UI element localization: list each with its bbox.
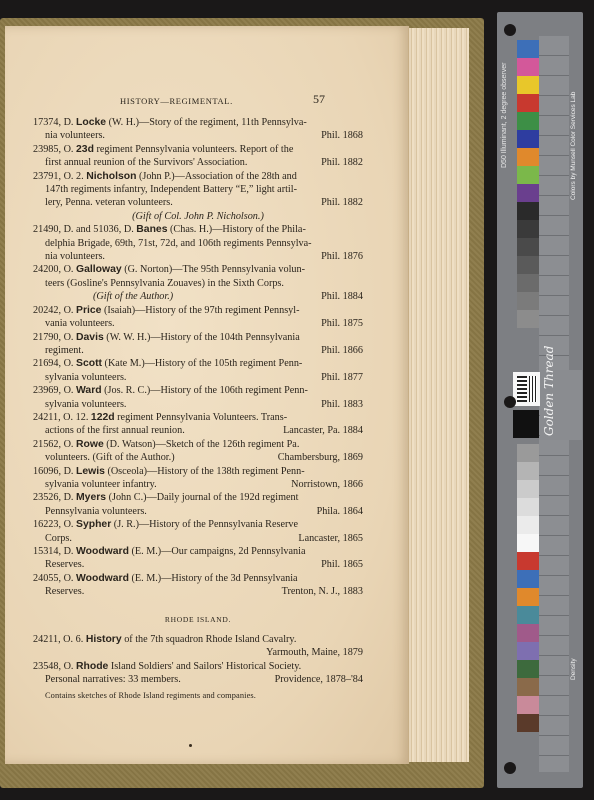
- entry-line: [33, 290, 363, 303]
- entry-line: [33, 344, 363, 357]
- call-number: 21790, O.: [33, 331, 77, 343]
- entry-line: [33, 237, 363, 250]
- catalog-entry: [33, 411, 363, 438]
- color-swatch: [517, 202, 539, 220]
- publication-place-year: Phila. 1864: [316, 505, 363, 517]
- entry-line: [33, 451, 363, 464]
- catalog-entry: [33, 357, 363, 384]
- entry-line: [33, 196, 363, 209]
- publication-place-year: Providence, 1878–'84: [274, 674, 363, 686]
- catalog-entry: [33, 491, 363, 518]
- card-title: Colors by Munsell Color Services Lab: [570, 91, 577, 200]
- color-swatch: [517, 606, 539, 624]
- entry-continuation: regiment.: [45, 344, 84, 356]
- entry-line: [33, 398, 363, 411]
- author-name: Rowe: [76, 438, 104, 450]
- call-number: 23791, O. 2.: [33, 170, 87, 182]
- entry-continuation: Reserves.: [45, 559, 85, 571]
- card-hole-bottom: [504, 762, 516, 774]
- entry-line: [33, 572, 363, 585]
- entry-line: [33, 156, 363, 169]
- entry-line: [33, 371, 363, 384]
- publication-place-year: Phil. 1876: [321, 251, 363, 263]
- color-swatch: [517, 310, 539, 328]
- entry-continuation: lery, Penna. veteran volunteers.: [45, 197, 173, 209]
- entry-title: (Jos. R. C.)—History of the 106th regiment Penn-: [101, 385, 308, 397]
- entry-title: (J. R.)—History of the Pennsylvania Reserve: [111, 519, 298, 531]
- call-number: 23548, O.: [33, 660, 77, 672]
- call-number: 24200, O.: [33, 264, 77, 276]
- color-swatch: [517, 238, 539, 256]
- catalog-entry: [33, 263, 363, 303]
- entry-line: [33, 424, 363, 437]
- entry-continuation: volunteers. (Gift of the Author.): [45, 452, 175, 464]
- entry-continuation: Personal narratives: 33 members.: [45, 674, 181, 686]
- catalog-entry: [33, 223, 363, 263]
- color-swatch: [517, 516, 539, 534]
- publication-place-year: Phil. 1875: [321, 318, 363, 330]
- entry-title: (W. W. H.)—History of the 104th Pennsylvania: [103, 331, 300, 343]
- entry-line: [33, 317, 363, 330]
- entry-line: [33, 633, 363, 646]
- entry-title: regiment Pennsylvania volunteers. Report of the: [93, 143, 294, 155]
- swatch-column-top: [517, 40, 539, 328]
- entry-continuation: sylvania volunteers.: [45, 371, 127, 383]
- publication-place-year: Phil. 1865: [321, 559, 363, 571]
- call-number: 21562, O.: [33, 438, 77, 450]
- entry-title: Island Soldiers' and Sailors' Historical Society.: [108, 660, 302, 672]
- author-name: Lewis: [76, 465, 105, 477]
- catalog-entry: [33, 660, 363, 687]
- author-name: History: [85, 634, 122, 646]
- author-name: Galloway: [76, 264, 122, 276]
- gift-note: (Gift of the Author.): [93, 291, 174, 303]
- entry-title: (W. H.)—Story of the regiment, 11th Pennsylva-: [106, 117, 307, 128]
- entry-continuation: vania volunteers.: [45, 318, 115, 330]
- publication-place-year: Yarmouth, Maine, 1879: [266, 647, 363, 659]
- author-name: Ward: [76, 385, 102, 397]
- color-swatch: [517, 292, 539, 310]
- entry-title: (E. M.)—History of the 3d Pennsylvania: [128, 572, 298, 584]
- section-entry-list: [33, 633, 363, 687]
- entry-line: [33, 304, 363, 317]
- color-swatch: [517, 184, 539, 202]
- entry-line: [33, 277, 363, 290]
- publication-place-year: Phil. 1882: [321, 157, 363, 169]
- card-hole-middle: [504, 396, 516, 408]
- call-number: 23526, D.: [33, 492, 77, 504]
- page-dot: [189, 744, 192, 747]
- entry-line: [33, 411, 363, 424]
- entry-line: [33, 129, 363, 142]
- color-swatch: [517, 166, 539, 184]
- author-name: Scott: [76, 358, 102, 370]
- call-number: 16223, O.: [33, 519, 77, 531]
- color-swatch: [517, 534, 539, 552]
- entry-line: [33, 170, 363, 183]
- color-swatch: [517, 274, 539, 292]
- gift-note: (Gift of Col. John P. Nicholson.): [132, 210, 264, 222]
- author-name: 122d: [90, 411, 115, 423]
- entry-line: [33, 223, 363, 236]
- entry-continuation: delphia Brigade, 69th, 71st, 72d, and 106th regiments Pennsylva-: [45, 237, 312, 249]
- call-number: 24211, O. 12.: [33, 411, 91, 423]
- entry-title: (John C.)—Daily journal of the 192d regiment: [106, 492, 299, 504]
- catalog-entry: [33, 572, 363, 599]
- author-name: Locke: [76, 117, 107, 128]
- color-swatch: [517, 40, 539, 58]
- color-swatch: [517, 552, 539, 570]
- publication-place-year: Phil. 1868: [321, 130, 363, 142]
- entry-line: [33, 384, 363, 397]
- section-note: Contains sketches of Rhode Island regiments and companies.: [45, 690, 256, 700]
- entry-line: [33, 263, 363, 276]
- entry-line: [33, 558, 363, 571]
- color-swatch: [517, 714, 539, 732]
- entry-line: [33, 646, 363, 659]
- call-number: 23985, O.: [33, 143, 77, 155]
- call-number: 21490, D. and 51036, D.: [33, 224, 137, 236]
- entry-line: [33, 143, 363, 156]
- entry-line: [33, 585, 363, 598]
- page-edges: [408, 28, 469, 762]
- entry-line: [33, 250, 363, 263]
- entry-line: [33, 331, 363, 344]
- color-swatch: [517, 58, 539, 76]
- entry-continuation: 147th regiments infantry, Independent Battery “E,” light artil-: [45, 184, 297, 196]
- color-swatch: [517, 642, 539, 660]
- density-label: Density: [570, 658, 577, 680]
- color-swatch: [517, 444, 539, 462]
- color-swatch: [517, 660, 539, 678]
- entry-line: [33, 183, 363, 196]
- author-name: Nicholson: [86, 170, 137, 182]
- section-heading: RHODE ISLAND.: [164, 614, 232, 624]
- publication-place-year: Phil. 1884: [321, 291, 363, 303]
- entry-title: (Kate M.)—History of the 105th regiment Penn-: [102, 358, 303, 370]
- catalog-entry: [33, 438, 363, 465]
- entry-line: [33, 438, 363, 451]
- catalog-entry: [33, 331, 363, 358]
- author-name: Banes: [136, 224, 168, 236]
- entry-continuation: first annual reunion of the Survivors' Association.: [45, 157, 248, 169]
- color-swatch: [517, 94, 539, 112]
- publication-place-year: Norristown, 1866: [291, 478, 363, 490]
- entry-continuation: actions of the first annual reunion.: [45, 425, 185, 437]
- entry-continuation: sylvania volunteers.: [45, 398, 127, 410]
- entry-continuation: teers (Gosline's Pennsylvania Zouaves) in the Sixth Corps.: [45, 277, 284, 289]
- card-footer-label: D50 Illuminant, 2 degree observer: [501, 62, 508, 168]
- catalog-entry: [33, 518, 363, 545]
- call-number: 20242, O.: [33, 304, 77, 316]
- publication-place-year: Chambersburg, 1869: [277, 452, 363, 464]
- color-swatch: [517, 148, 539, 166]
- publication-place-year: Phil. 1866: [321, 344, 363, 356]
- color-swatch: [517, 112, 539, 130]
- entry-line: [33, 491, 363, 504]
- author-name: 23d: [76, 143, 94, 155]
- entry-title: (Isaiah)—History of the 97th regiment Pennsyl-: [101, 304, 300, 316]
- catalog-entry: [33, 465, 363, 492]
- call-number: 17374, D.: [33, 117, 77, 128]
- entry-line: [33, 505, 363, 518]
- resolution-target: [513, 372, 541, 406]
- entry-line: [33, 545, 363, 558]
- author-name: Price: [76, 304, 102, 316]
- catalog-entry: [33, 116, 363, 143]
- entry-continuation: Corps.: [45, 532, 72, 544]
- entry-title: (D. Watson)—Sketch of the 126th regiment Pa.: [103, 438, 300, 450]
- author-name: Woodward: [76, 572, 129, 584]
- entry-line: [33, 532, 363, 545]
- entry-continuation: nia volunteers.: [45, 251, 105, 263]
- color-swatch: [517, 462, 539, 480]
- catalog-entry: [33, 143, 363, 170]
- author-name: Rhode: [76, 660, 109, 672]
- color-swatch: [517, 256, 539, 274]
- publication-place-year: Lancaster, 1865: [298, 532, 363, 544]
- entry-line: [33, 660, 363, 673]
- call-number: 24211, O. 6.: [33, 634, 86, 646]
- entry-continuation: nia volunteers.: [45, 130, 105, 142]
- entry-title: (E. M.)—Our campaigns, 2d Pennsylvania: [128, 546, 306, 557]
- color-swatch: [517, 696, 539, 714]
- entry-continuation: sylvania volunteer infantry.: [45, 478, 157, 490]
- entry-continuation: Reserves.: [45, 586, 85, 598]
- entry-title: regiment Pennsylvania Volunteers. Trans-: [114, 411, 288, 423]
- publication-place-year: Lancaster, Pa. 1884: [283, 425, 363, 437]
- catalog-entry: [33, 633, 363, 660]
- publication-place-year: Phil. 1883: [321, 398, 363, 410]
- author-name: Davis: [76, 331, 104, 343]
- entry-list: [33, 116, 363, 599]
- catalog-entry: [33, 545, 363, 572]
- color-swatch: [517, 624, 539, 642]
- entry-line: [33, 673, 363, 686]
- card-hole-top: [504, 24, 516, 36]
- publication-place-year: Phil. 1877: [321, 371, 363, 383]
- color-swatch: [517, 588, 539, 606]
- black-reference-block: [513, 410, 539, 438]
- page-number: 57: [313, 92, 325, 106]
- page-content: [33, 116, 363, 702]
- publication-place-year: Phil. 1882: [321, 197, 363, 209]
- golden-thread-label: Golden Thread: [540, 370, 582, 440]
- entry-title: (John P.)—Association of the 28th and: [136, 170, 297, 182]
- entry-line: [33, 210, 363, 223]
- color-swatch: [517, 220, 539, 238]
- running-head: HISTORY—REGIMENTAL.: [120, 96, 233, 106]
- entry-line: [33, 518, 363, 531]
- entry-continuation: Pennsylvania volunteers.: [45, 505, 147, 517]
- author-name: Myers: [76, 492, 107, 504]
- color-swatch: [517, 570, 539, 588]
- entry-line: [33, 478, 363, 491]
- color-swatch: [517, 498, 539, 516]
- catalog-entry: [33, 304, 363, 331]
- swatch-column-bottom: [517, 444, 539, 732]
- color-swatch: [517, 480, 539, 498]
- entry-line: [33, 465, 363, 478]
- color-swatch: [517, 130, 539, 148]
- call-number: 23969, O.: [33, 385, 77, 397]
- catalog-entry: [33, 384, 363, 411]
- entry-title: (Chas. H.)—History of the Phila-: [167, 224, 306, 236]
- publication-place-year: Trenton, N. J., 1883: [281, 586, 363, 598]
- color-swatch: [517, 76, 539, 94]
- author-name: Sypher: [76, 519, 112, 531]
- entry-title: (Osceola)—History of the 138th regiment Penn-: [104, 465, 305, 477]
- entry-title: of the 7th squadron Rhode Island Cavalry.: [121, 634, 297, 646]
- call-number: 21694, O.: [33, 358, 77, 370]
- call-number: 15314, D.: [33, 546, 77, 557]
- entry-line: [33, 357, 363, 370]
- color-swatch: [517, 678, 539, 696]
- entry-line: [33, 116, 363, 129]
- call-number: 24055, O.: [33, 572, 77, 584]
- author-name: Woodward: [76, 546, 129, 557]
- call-number: 16096, D.: [33, 465, 77, 477]
- entry-title: (G. Norton)—The 95th Pennsylvania volun-: [121, 264, 305, 276]
- catalog-entry: [33, 170, 363, 224]
